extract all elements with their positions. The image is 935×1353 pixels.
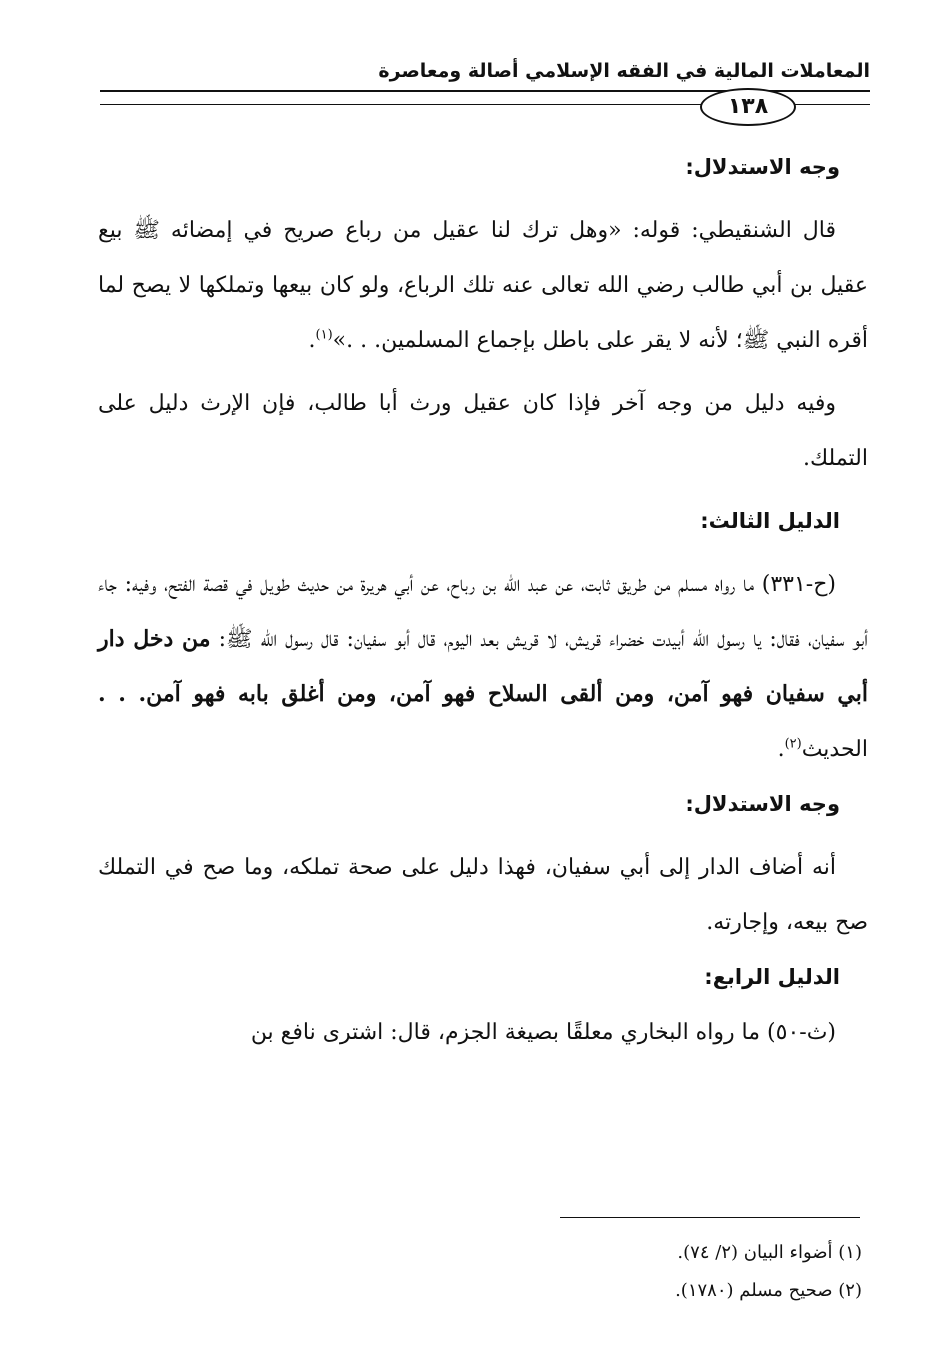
section-heading: الدليل الثالث:: [700, 509, 840, 533]
footnote: (١) أضواء البيان (٢/ ٧٤).: [677, 1242, 862, 1263]
footnote: (٢) صحيح مسلم (١٧٨٠).: [675, 1280, 862, 1301]
paragraph-text: قال الشنقيطي: قوله: «وهل ترك لنا عقيل من رباع صريح في إمضائه ﷺ بيع عقيل بن أبي طالب رضي الله تعالى عنه تلك الرباع، ولو كان بيعها وتملكها لا يصح لما أقره النبي ﷺ؛ لأنه لا يقر على باطل بإجماع المسلمين. . .»: [98, 218, 868, 353]
section-heading: وجه الاستدلال:: [685, 792, 840, 816]
paragraph-text: (ح-٣٣١) ما رواه مسلم من طريق ثابت، عن عبد الله بن رباح، عن أبي هريرة من حديث طويل في قصة الفتح، وفيه: جاء أبو سفيان، فقال: يا رسول الله أبيدت خضراء قريش، لا قريش بعد اليوم، قال أبو سفيان: قال رسول الله ﷺ:: [98, 572, 868, 652]
section-heading: وجه الاستدلال:: [685, 155, 840, 179]
page-number: ١٣٨: [700, 88, 796, 126]
paragraph: [98, 203, 868, 368]
paragraph: أنه أضاف الدار إلى أبي سفيان، فهذا دليل على صحة تملكه، وما صح في التملك صح بيعه، وإجارته.: [98, 855, 868, 935]
footnotes: [400, 1234, 862, 1310]
paragraph: (ث-٥٠) ما رواه البخاري معلقًا بصيغة الجزم، قال: اشترى نافع بن: [250, 1020, 836, 1045]
footnote-ref: (٢): [784, 736, 802, 752]
hadith-quote: من دخل دار أبي سفيان فهو آمن، ومن ألقى السلاح فهو آمن، ومن أغلق بابه فهو آمن. . .: [98, 626, 868, 707]
running-title: المعاملات المالية في الفقه الإسلامي أصالة ومعاصرة: [378, 60, 870, 82]
paragraph-dot: .: [777, 737, 785, 762]
section-heading: الدليل الرابع:: [704, 965, 840, 989]
paragraph: وفيه دليل من وجه آخر فإذا كان عقيل ورث أبا طالب، فإن الإرث دليل على التملك.: [98, 391, 868, 471]
footnote-ref: (١): [315, 327, 333, 343]
main-text: [98, 140, 868, 1060]
footnote-rule: [560, 1217, 860, 1218]
paragraph-end: .: [308, 328, 316, 353]
paragraph-end: الحديث: [801, 737, 868, 762]
paragraph: [98, 557, 868, 777]
